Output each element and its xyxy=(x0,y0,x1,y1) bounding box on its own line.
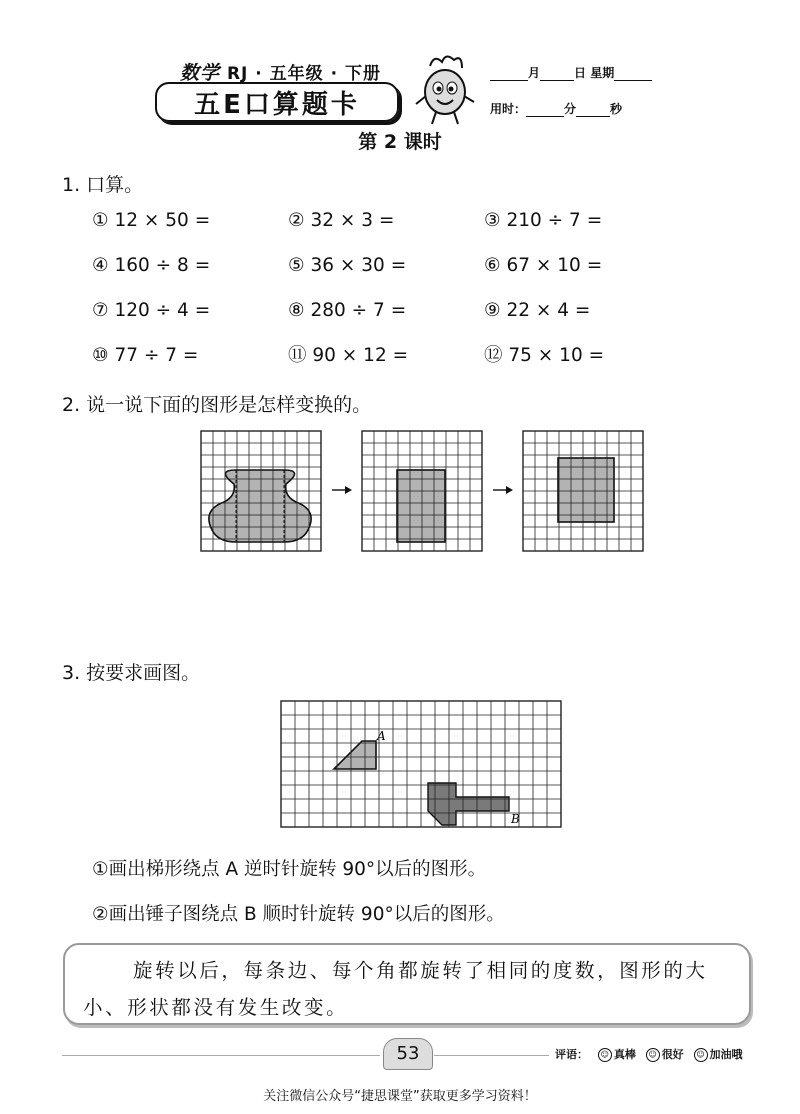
point-b-label: B xyxy=(511,812,520,826)
vase-shape xyxy=(209,470,311,542)
q1-item[interactable]: ⑤ 36 × 30 = xyxy=(288,255,407,276)
q2-figure-3 xyxy=(522,430,646,554)
q1-item[interactable]: ⑨ 22 × 4 = xyxy=(484,300,591,321)
q1-item[interactable]: ⑧ 280 ÷ 7 = xyxy=(288,300,407,321)
arrow-icon xyxy=(330,484,354,496)
divider xyxy=(62,1055,380,1056)
mascot-icon xyxy=(410,52,480,128)
tip-line-1: 旋转以后，每条边、每个角都旋转了相同的度数，图形的大 xyxy=(133,959,708,982)
happy-face-icon[interactable]: ☺ xyxy=(598,1048,612,1062)
day-blank[interactable] xyxy=(540,68,574,81)
q1-item[interactable]: ② 32 × 3 = xyxy=(288,210,395,231)
subject: 数学 xyxy=(180,62,221,84)
rectangle-shape xyxy=(397,470,445,542)
weekday-blank[interactable] xyxy=(614,68,652,81)
q3-instruction-2: ②画出锤子图绕点 B 顺时针旋转 90°以后的图形。 xyxy=(92,904,505,925)
q1-item[interactable]: ⑪ 90 × 12 = xyxy=(288,345,409,366)
point-a-label: A xyxy=(377,729,386,743)
smile-face-icon[interactable]: ☺ xyxy=(646,1048,660,1062)
title-box xyxy=(155,82,399,122)
evaluation: 评语： ☺ 真棒 ☺ 很好 ☺ 加油哦 xyxy=(555,1048,743,1061)
q1-item[interactable]: ⑩ 77 ÷ 7 = xyxy=(92,345,199,366)
grid xyxy=(281,701,561,827)
card-title: 五E口算题卡 xyxy=(194,89,360,120)
q1-label: 1. 口算。 xyxy=(62,174,144,196)
divider xyxy=(434,1055,549,1056)
time-line: 用时： 分 秒 xyxy=(490,102,623,116)
tip-box xyxy=(63,943,751,1025)
q1-item[interactable]: ⑥ 67 × 10 = xyxy=(484,255,603,276)
minute-blank[interactable] xyxy=(526,104,564,117)
q2-figure-2 xyxy=(361,430,485,554)
lesson-title: 第 2 课时 xyxy=(358,131,442,153)
second-blank[interactable] xyxy=(576,104,610,117)
q1-item[interactable]: ⑦ 120 ÷ 4 = xyxy=(92,300,211,321)
edition: RJ · 五年级 · 下册 xyxy=(226,64,381,84)
grid xyxy=(362,431,482,551)
date-line: 月 日 星期 xyxy=(490,64,652,81)
arrow-icon xyxy=(491,484,515,496)
trapezoid-shape xyxy=(334,741,376,769)
q3-label: 3. 按要求画图。 xyxy=(62,662,201,684)
q2-label: 2. 说一说下面的图形是怎样变换的。 xyxy=(62,394,372,416)
month-blank[interactable] xyxy=(490,68,528,81)
header-subtitle xyxy=(180,58,381,85)
q1-grid xyxy=(92,208,652,369)
q1-item[interactable]: ⑫ 75 × 10 = xyxy=(484,345,605,366)
q2-figure-1 xyxy=(200,430,324,554)
rectangle-shape xyxy=(558,458,614,522)
cheer-face-icon[interactable]: ☺ xyxy=(694,1048,708,1062)
page-number: 53 xyxy=(383,1038,433,1070)
grid xyxy=(523,431,643,551)
hammer-shape xyxy=(428,783,509,825)
q3-instruction-1: ①画出梯形绕点 A 逆时针旋转 90°以后的图形。 xyxy=(92,859,487,880)
bottom-note: 关注微信公众号“捷思课堂”获取更多学习资料！ xyxy=(263,1089,537,1104)
q1-item[interactable]: ③ 210 ÷ 7 = xyxy=(484,210,603,231)
q1-item[interactable]: ① 12 × 50 = xyxy=(92,210,211,231)
q1-item[interactable]: ④ 160 ÷ 8 = xyxy=(92,255,211,276)
q3-grid-figure xyxy=(280,700,566,840)
tip-line-2: 小、形状都没有发生改变。 xyxy=(83,996,349,1019)
